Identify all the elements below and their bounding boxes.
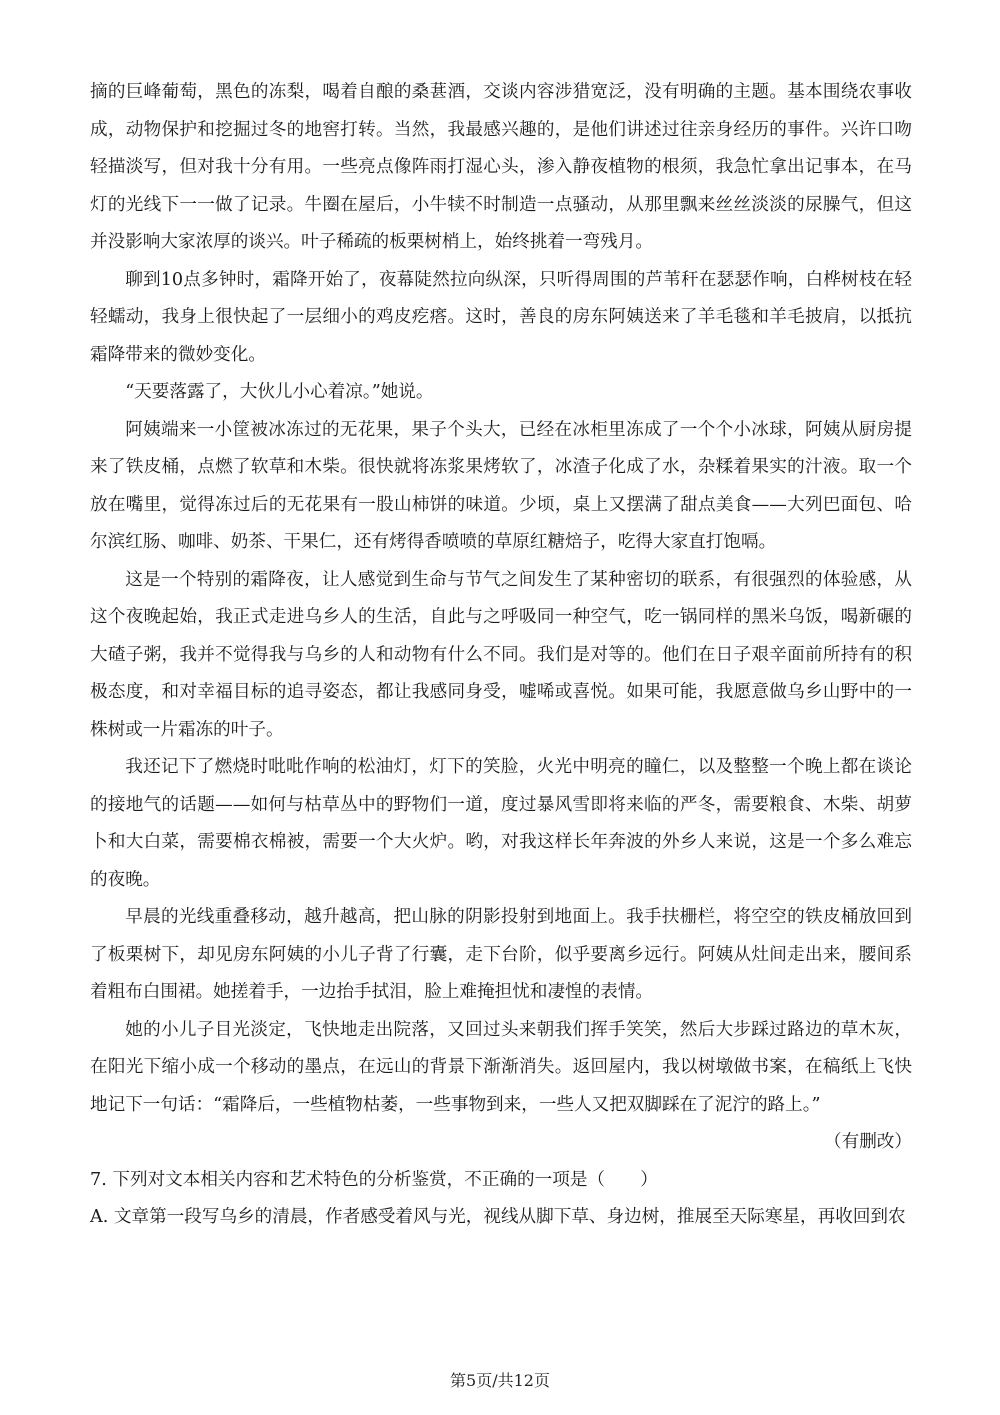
paragraph-6: 我还记下了燃烧时吡吡作响的松油灯，灯下的笑脸，火光中明亮的瞳仁，以及整整一个晚上都在谈论的接地气的话题——如何与枯草丛中的野物们一道，度过暴风雪即将来临的严冬，需要粮食、木柴、胡萝卜和大白菜，需要棉衣棉被，需要一个大火炉。哟，对我这样长年奔波的外乡人来说，这是一个多么难忘的夜晚。: [90, 757, 912, 890]
paragraph-7: 早晨的光线重叠移动，越升越高，把山脉的阴影投射到地面上。我手扶栅栏，将空空的铁皮桶放回到了板栗树下，却见房东阿姨的小儿子背了行囊，走下台阶，似乎要离乡远行。阿姨从灶间走出来，腰间系着粗布白围裙。她搓着手，一边抬手拭泪，脸上难掩担忧和凄惶的表情。: [90, 907, 912, 1002]
question-7: 7. 下列对文本相关内容和艺术特色的分析鉴赏，不正确的一项是（ ）: [90, 1169, 658, 1190]
edit-note: （有删改）: [824, 1132, 912, 1152]
paragraph-2: 聊到10点多钟时，霜降开始了，夜幕陡然拉向纵深，只听得周围的芦苇秆在瑟瑟作响，白桦树枝在轻轻蠕动，我身上很快起了一层细小的鸡皮疙瘩。这时，善良的房东阿姨送来了羊毛毯和羊毛披肩，以抵抗霜降带来的微妙变化。: [90, 269, 912, 365]
paragraph-1: 摘的巨峰葡萄，黑色的冻梨，喝着自酿的桑葚酒，交谈内容涉猎宽泛，没有明确的主题。基本围绕农事收成，动物保护和挖掘过冬的地窖打转。当然，我最感兴趣的，是他们讲述过往亲身经历的事件。兴许口吻轻描淡写，但对我十分有用。一些亮点像阵雨打湿心头，渗入静夜植物的根须，我急忙拿出记事本，在马灯的光线下一一做了记录。牛圈在屋后，小牛犊不时制造一点骚动，从那里飘来丝丝淡淡的尿臊气，但这并没影响大家浓厚的谈兴。叶子稀疏的板栗树梢上，始终挑着一弯残月。: [90, 82, 912, 252]
option-a: A. 文章第一段写乌乡的清晨，作者感受着风与光，视线从脚下草、身边树，推展至天际寒星，再收回到农: [90, 1207, 906, 1227]
paragraph-3: “天要落露了，大伙儿小心着凉。”她说。: [125, 382, 434, 402]
page-number: 第5页/共12页: [450, 1371, 550, 1390]
document-body: [90, 74, 912, 1237]
paragraph-8: 她的小儿子目光淡定，飞快地走出院落，又回过头来朝我们挥手笑笑，然后大步踩过路边的草木灰，在阳光下缩小成一个移动的墨点，在远山的背景下渐渐消失。返回屋内，我以树墩做书案，在稿纸上飞快地记下一句话：“霜降后，一些植物枯萎，一些事物到来，一些人又把双脚踩在了泥泞的路上。”: [90, 1019, 912, 1115]
paragraph-4: 阿姨端来一小筐被冰冻过的无花果，果子个头大，已经在冰柜里冻成了一个个小冰球，阿姨从厨房提来了铁皮桶，点燃了软草和木柴。很快就将冻浆果烤软了，冰渣子化成了水，杂糅着果实的汁液。取一个放在嘴里，觉得冻过后的无花果有一股山柿饼的味道。少顷，桌上又摆满了甜点美食——大列巴面包、哈尔滨红肠、咖啡、奶茶、干果仁，还有烤得香喷喷的草原红糖焙子，吃得大家直打饱嗝。: [90, 419, 912, 552]
paragraph-5: 这是一个特别的霜降夜，让人感觉到生命与节气之间发生了某种密切的联系，有很强烈的体验感，从这个夜晚起始，我正式走进乌乡人的生活，自此与之呼吸同一种空气，吃一锅同样的黑米乌饭，喝新碾的大碴子粥，我并不觉得我与乌乡的人和动物有什么不同。我们是对等的。他们在日子艰辛面前所持有的积极态度，和对幸福目标的追寻姿态，都让我感同身受，嘘唏或喜悦。如果可能，我愿意做乌乡山野中的一株树或一片霜冻的叶子。: [90, 569, 912, 740]
